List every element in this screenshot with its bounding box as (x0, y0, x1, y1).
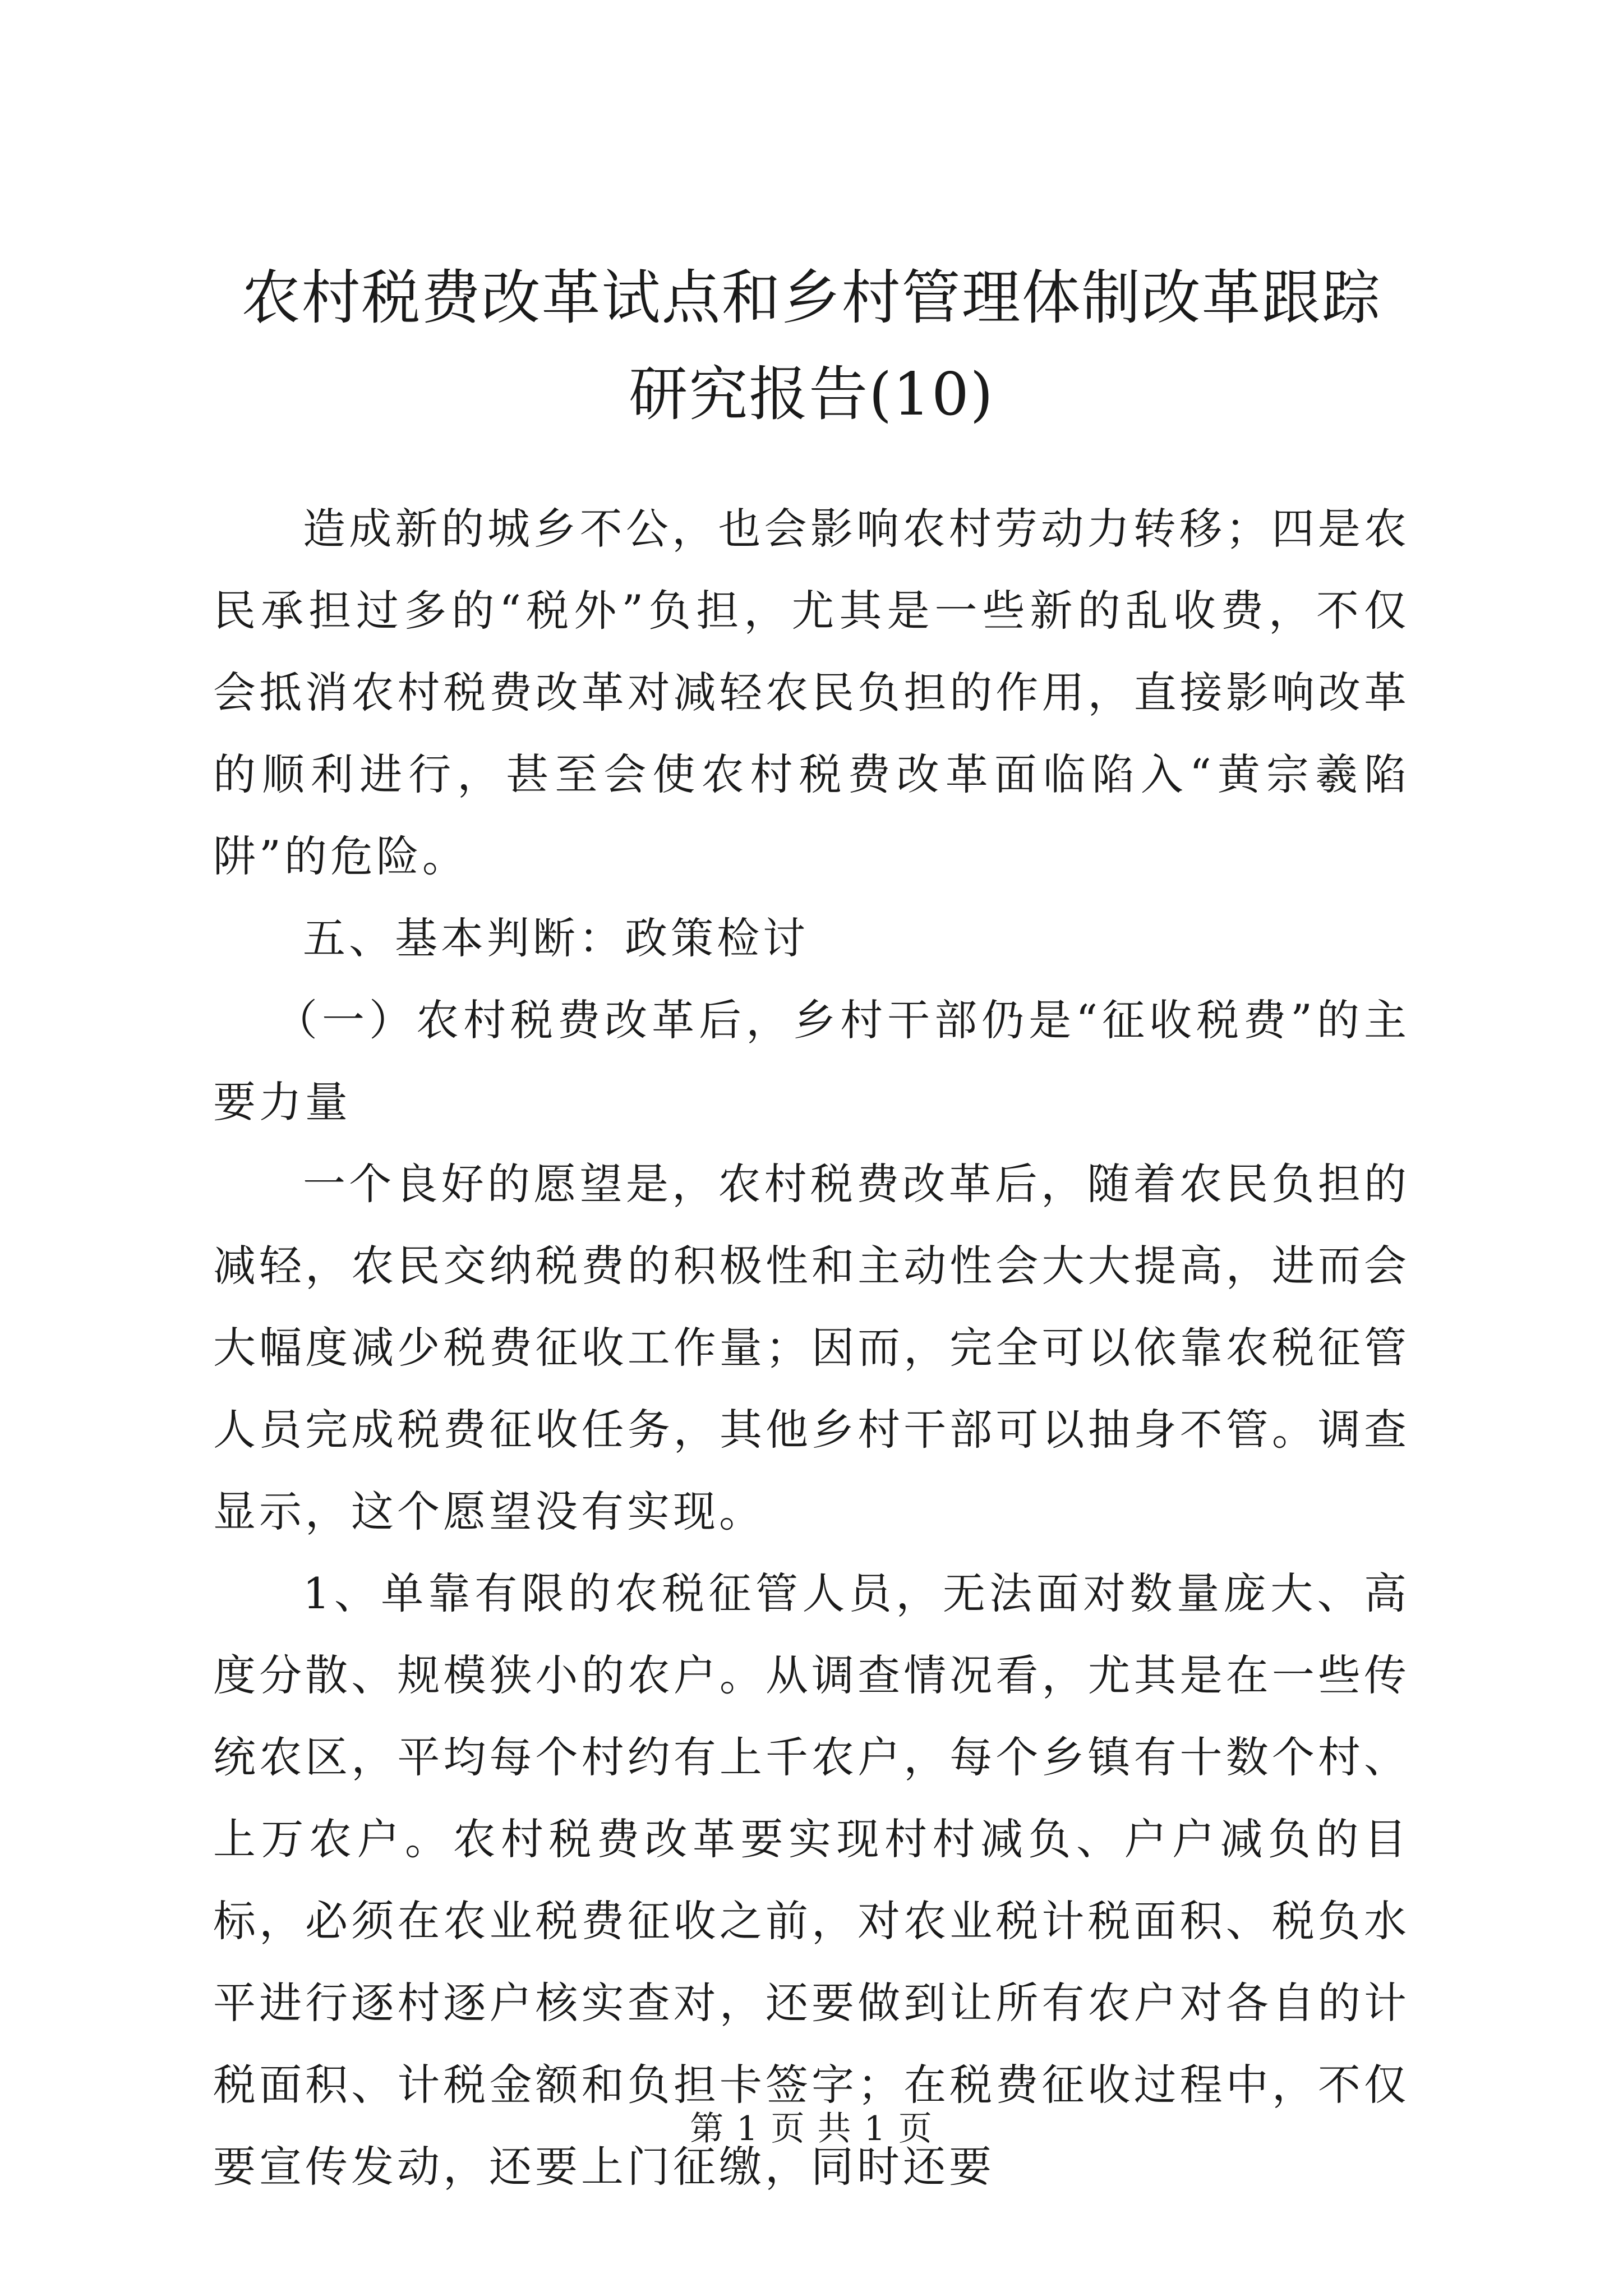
page-footer: 第 1 页 共 1 页 (690, 2109, 933, 2148)
paragraph-point-1: 1、单靠有限的农税征管人员，无法面对数量庞大、高度分散、规模狭小的农户。从调查情况看，尤其是在一些传统农区，平均每个村约有上千农户，每个乡镇有十数个村、上万农户。农村税费改革要实现村村减负、户户减负的目标，必须在农业税费征收之前，对农业税计税面积、税负水平进行逐村逐户核实查对，还要做到让所有农户对各自的计税面积、计税金额和负担卡签字；在税费征收过程中，不仅要宣传发动，还要上门征缴，同时还要 (213, 1568, 1410, 2192)
paragraph-continuation: 造成新的城乡不公，也会影响农村劳动力转移；四是农民承担过多的“税外”负担，尤其是一些新的乱收费，不仅会抵消农村税费改革对减轻农民负担的作用，直接影响改革的顺利进行，甚至会使农村税费改革面临陷入“黄宗羲陷阱”的危险。 (213, 504, 1410, 881)
document-body (213, 488, 1410, 2208)
paragraph-body: 一个良好的愿望是，农村税费改革后，随着农民负担的减轻，农民交纳税费的积极性和主动性会大大提高，进而会大幅度减少税费征收工作量；因而，完全可以依靠农税征管人员完成税费征收任务，其他乡村干部可以抽身不管。调查显示，这个愿望没有实现。 (213, 1159, 1410, 1536)
subsection-heading: （一）农村税费改革后，乡村干部仍是“征收税费”的主要力量 (213, 995, 1410, 1127)
document-title: 农村税费改革试点和乡村管理体制改革跟踪研究报告(10) (241, 264, 1382, 429)
section-heading: 五、基本判断：政策检讨 (303, 913, 809, 963)
